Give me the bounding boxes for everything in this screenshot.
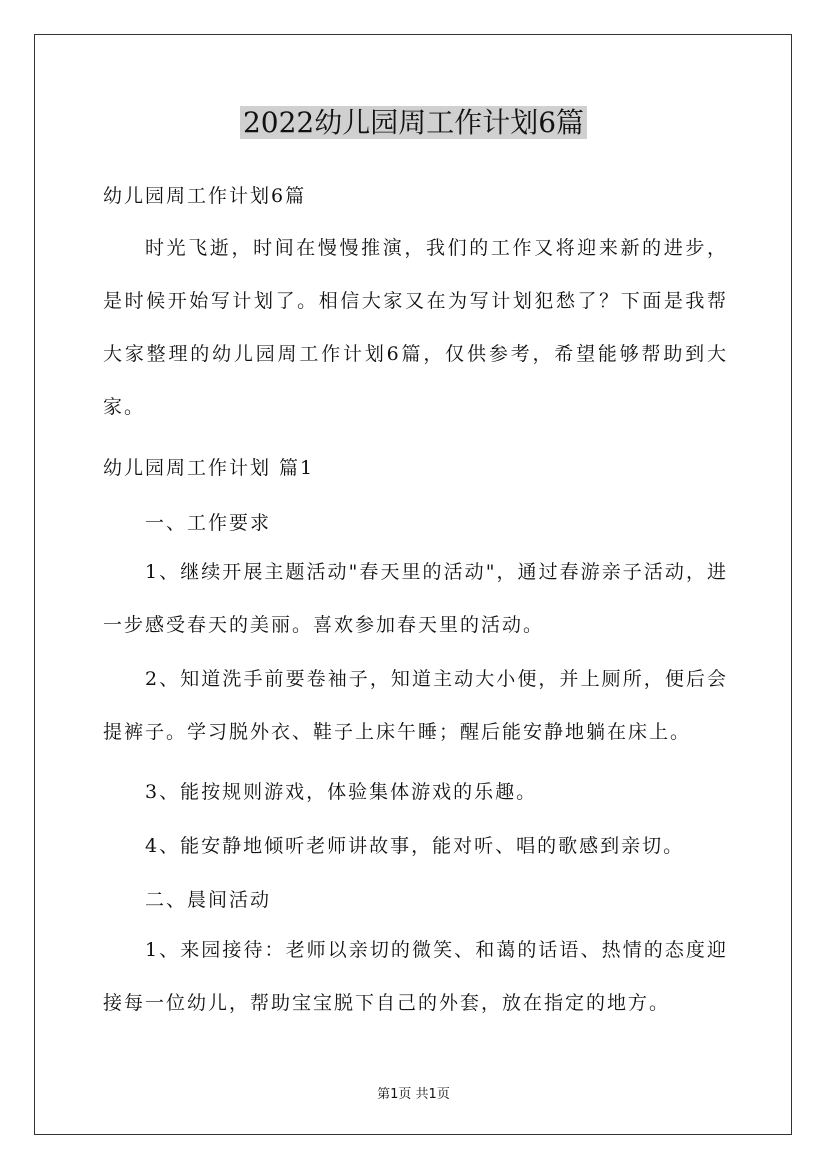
morning-item-1: 1、来园接待：老师以亲切的微笑、和蔼的话语、热情的态度迎接每一位幼儿，帮助宝宝脱下自己的外套，放在指定的地方。 xyxy=(103,939,728,1014)
document-subtitle: 幼儿园周工作计划6篇 xyxy=(103,185,307,207)
section-heading: 幼儿园周工作计划 篇1 xyxy=(103,457,315,479)
requirement-item-3: 3、能按规则游戏，体验集体游戏的乐趣。 xyxy=(145,781,538,803)
requirement-item-1: 1、继续开展主题活动"春天里的活动"，通过春游亲子活动，进一步感受春天的美丽。喜欢参加春天里的活动。 xyxy=(103,561,728,636)
part-heading-morning: 二、晨间活动 xyxy=(145,889,272,911)
page-footer: 第1页 共1页 xyxy=(377,1087,450,1102)
part-heading-requirements: 一、工作要求 xyxy=(145,512,272,534)
intro-paragraph: 时光飞逝，时间在慢慢推演，我们的工作又将迎来新的进步，是时候开始写计划了。相信大家又在为写计划犯愁了？下面是我帮大家整理的幼儿园周工作计划6篇，仅供参考，希望能够帮助到大家。 xyxy=(103,237,728,418)
requirement-item-2: 2、知道洗手前要卷袖子，知道主动大小便，并上厕所，便后会提裤子。学习脱外衣、鞋子上床午睡；醒后能安静地躺在床上。 xyxy=(103,668,728,743)
document-title: 2022幼儿园周工作计划6篇 xyxy=(0,103,827,143)
requirement-item-4: 4、能安静地倾听老师讲故事，能对听、唱的歌感到亲切。 xyxy=(145,835,685,857)
